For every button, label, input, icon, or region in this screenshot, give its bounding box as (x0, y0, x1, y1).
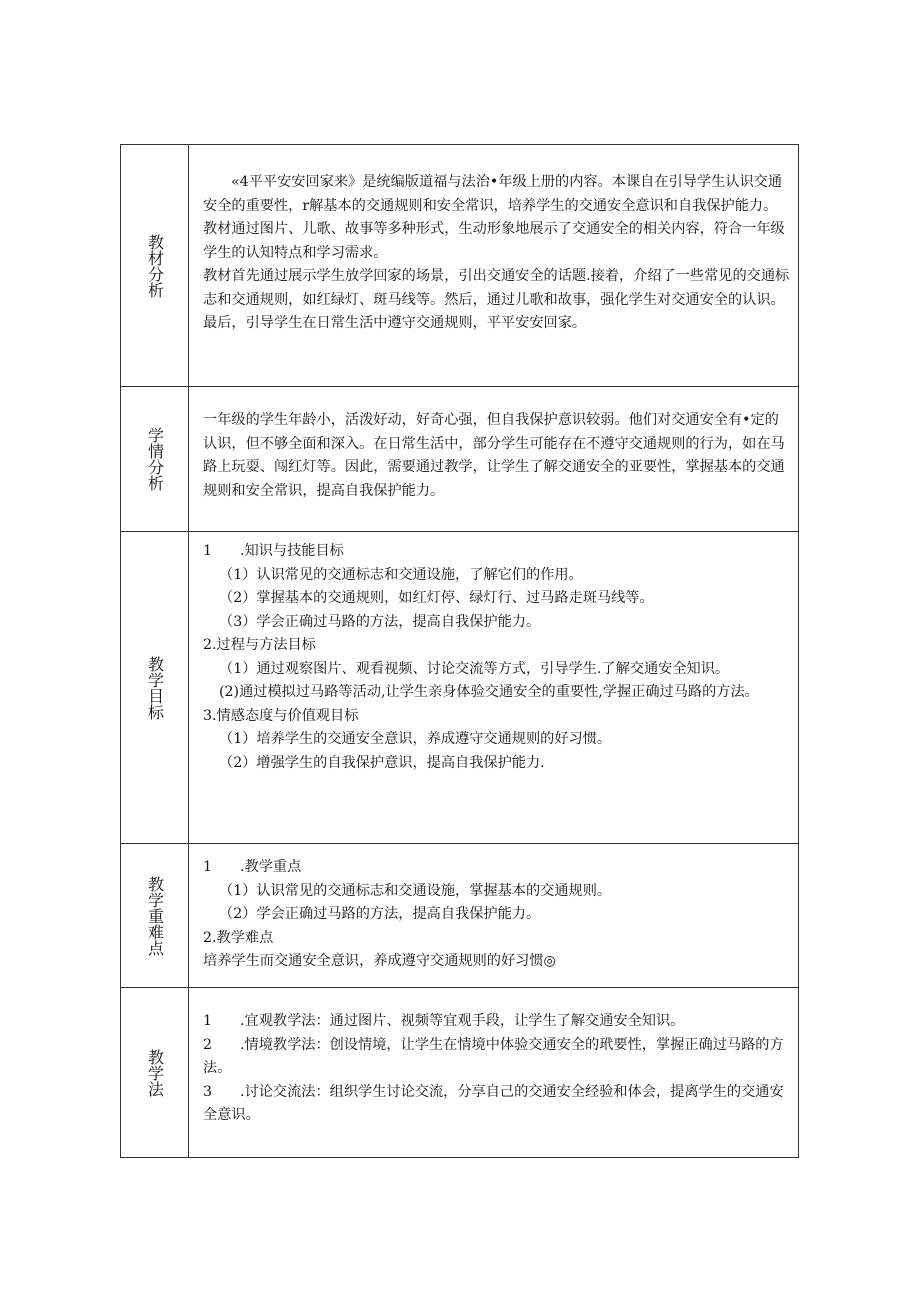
method-number: 1 (203, 1013, 213, 1029)
method-text: .讨论交流法：组织学生讨论交流，分享自己的交通安全经验和体会，提离学生的交通安全意识。 (203, 1083, 784, 1123)
paragraph: 一年级的学生年龄小，活泼好动，好奇心强，但自我保护意识较弱。他们对交通安全有•定的认识，但不够全面和深入。在日常生活中，部分学生可能存在不遵守交通规则的行为，如在马路上玩耍、闯红灯等。因此，需要通过教学，让学生了解交通安全的亚要性，掌握基本的交通规则和安全常识，提高自我保护能力。 (203, 412, 785, 499)
goal-heading: 3.情感态度与价值观目标 (203, 707, 359, 724)
difficult-points-heading: 2.教学难点 (203, 929, 274, 946)
method-number: 2 (203, 1036, 213, 1053)
goal-item: (2)通过模拟过马路等活动,让学生亲身体验交通安全的重要性,学握正确过马路的方法。 (219, 684, 759, 700)
goal-heading: 2.过程与方法目标 (203, 637, 316, 653)
method-item (203, 1010, 790, 1034)
row-label: 教学重难点 (145, 875, 165, 956)
row-label: 教学法 (145, 1048, 165, 1097)
row-teaching-methods (121, 988, 799, 1158)
goal-item: （2）掌握基本的交通规则，如红灯停、绿灯行、过马路走斑马线等。 (219, 590, 654, 606)
row-label: 教材分析 (145, 233, 165, 298)
goal-item: （1）通过观察图片、观看视频、讨论交流等方式，引导学生.了解交通安全知识。 (219, 660, 730, 677)
row-label-cell (121, 532, 189, 843)
method-number: 3 (203, 1083, 213, 1100)
method-text: .宜观教学法：通过图片、视频等宜观手段，让学生了解交通安全知识。 (240, 1013, 685, 1029)
row-label-cell (121, 387, 189, 531)
difficult-point-text: 培养学生而交通安全意识，养成遵守交通规则的好习惯◎ (203, 953, 556, 969)
row-label-cell (121, 988, 189, 1157)
goal-item: （1）培养学生的交通安全意识，养成遵守交通规则的好习惯。 (219, 731, 612, 747)
key-points-heading (203, 856, 790, 880)
row-key-difficult-points (121, 844, 799, 988)
row-content (189, 988, 799, 1157)
paragraph: «4平平安安回家来》是统编版道福与法治•年级上册的内容。本课自在引导学生认识交通安全的重要性，r解基本的交通规则和安全常识，培养学生的交通安全意识和自我保护能力。教材通过图片、儿歌、故事等多种形式，生动形象地展示了交通安全的相关内容，符合一年级学生的认知特点和学习需求。 (203, 174, 785, 261)
row-textbook-analysis (121, 145, 799, 387)
key-point-item: （2）学会正确过马路的方法，提高自我保护能力。 (219, 906, 541, 922)
row-student-analysis (121, 387, 799, 532)
paragraph: 教材首先通过展示学生放学回家的场景，引出交通安全的话题.接着，介绍了一些常见的交通标志和交通规则，如红绿灯、斑马线等。然后，通过儿歌和故事，强化学生对交通安全的认识。最后，引导学生在日常生活中遵守交通规则，平平安安回家。 (203, 268, 790, 331)
key-points-title: .教学重点 (240, 859, 302, 875)
row-teaching-goals (121, 532, 799, 844)
row-label: 学情分析 (145, 427, 165, 491)
key-point-item: （1）认识常见的交通标志和交通设施，掌握基本的交通规则。 (219, 882, 612, 899)
key-points-number: 1 (203, 859, 213, 875)
row-content (189, 532, 799, 843)
row-content (189, 844, 799, 987)
goal-heading (203, 540, 790, 564)
row-label-cell (121, 145, 189, 386)
method-item (203, 1034, 790, 1081)
goal-number: 1 (203, 543, 213, 559)
method-text: .情境教学法：创设情境，让学生在情境中体验交通安全的玳要性，掌握正确过马路的方法。 (203, 1036, 784, 1076)
row-content (189, 145, 799, 386)
lesson-plan-table (120, 144, 799, 1158)
goal-item: （1）认识常见的交通标志和交通设施，了解它们的作用。 (219, 566, 583, 583)
goal-item: （2）增强学生的自我保护意识，提高自我保护能力. (219, 754, 545, 771)
row-label: 教学目标 (145, 655, 165, 720)
goal-title: .知识与技能目标 (240, 543, 344, 559)
row-content (189, 387, 799, 531)
method-item (203, 1081, 790, 1128)
goal-item: （3）学会正确过马路的方法，提高自我保护能力。 (219, 613, 541, 630)
row-label-cell (121, 844, 189, 987)
